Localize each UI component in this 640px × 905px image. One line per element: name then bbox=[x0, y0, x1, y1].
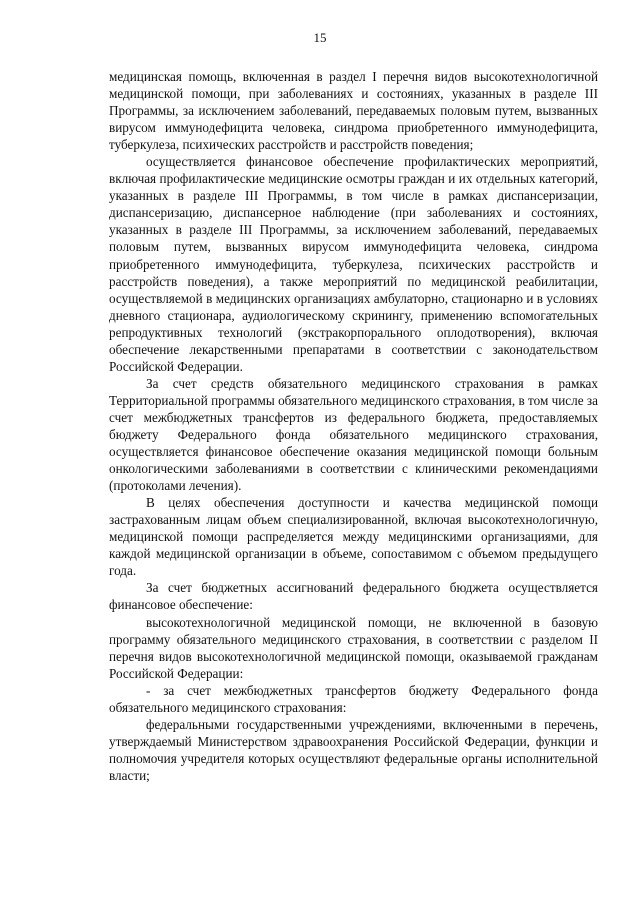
page-number: 15 bbox=[313, 30, 327, 45]
paragraph-1: медицинская помощь, включенная в раздел I перечня видов высокотехнологичной медицинской помощи, при заболеваниях и состояниях, указанных в разделе III Программы, за исключением заболеваний, передаваемых половым путем, вызванных вирусом иммунодефицита человека, синдрома приобретенного иммунодефицита, туберкулеза, психических расстройств и расстройств поведения; bbox=[109, 69, 598, 153]
paragraph-5: За счет бюджетных ассигнований федерального бюджета осуществляется финансовое обеспечение: bbox=[109, 580, 598, 613]
paragraph-2: осуществляется финансовое обеспечение профилактических мероприятий, включая профилактические медицинские осмотры граждан и их отдельных категорий, указанных в разделе III Программы, в том числе в рамках диспансеризации, диспансеризацию, диспансерное наблюдение (при заболеваниях и состояниях, указанных в разделе III Программы, за исключением заболеваний, передаваемых половым путем, вызванных вирусом иммунодефицита человека, синдрома приобретенного иммунодефицита, туберкулеза, психических расстройств и расстройств поведения), а также мероприятий по медицинской реабилитации, осуществляемой в медицинских организациях амбулаторно, стационарно и в условиях дневного стационара, аудиологическому скринингу, применению вспомогательных репродуктивных технологий (экстракорпорального оплодотворения), включая обеспечение лекарственными препаратами в соответствии с законодательством Российской Федерации. bbox=[109, 154, 598, 374]
paragraph-4: В целях обеспечения доступности и качества медицинской помощи застрахованным лицам объем специализированной, включая высокотехнологичную, медицинской помощи распределяется между медицинскими организациями, для каждой медицинской организации в объеме, сопоставимом с объемом предыдущего года. bbox=[109, 495, 598, 579]
paragraph-3: За счет средств обязательного медицинского страхования в рамках Территориальной программы обязательного медицинского страхования, в том числе за счет межбюджетных трансфертов из федерального бюджета, предоставляемых бюджету Федерального фонда обязательного медицинского страхования, осуществляется финансовое обеспечение оказания медицинской помощи больным онкологическими заболеваниями в соответствии с клиническими рекомендациями (протоколами лечения). bbox=[109, 375, 598, 494]
paragraph-6: высокотехнологичной медицинской помощи, не включенной в базовую программу обязательного медицинского страхования, в соответствии с разделом II перечня видов высокотехнологичной медицинской помощи, оказываемой гражданам Российской Федерации: bbox=[109, 614, 598, 681]
document-body bbox=[109, 68, 598, 784]
paragraph-8: федеральными государственными учреждениями, включенными в перечень, утверждаемый Министерством здравоохранения Российской Федерации, функции и полномочия учредителя которых осуществляют федеральные органы исполнительной власти; bbox=[109, 716, 598, 783]
paragraph-7: - за счет межбюджетных трансфертов бюджету Федерального фонда обязательного медицинского страхования: bbox=[109, 682, 598, 715]
